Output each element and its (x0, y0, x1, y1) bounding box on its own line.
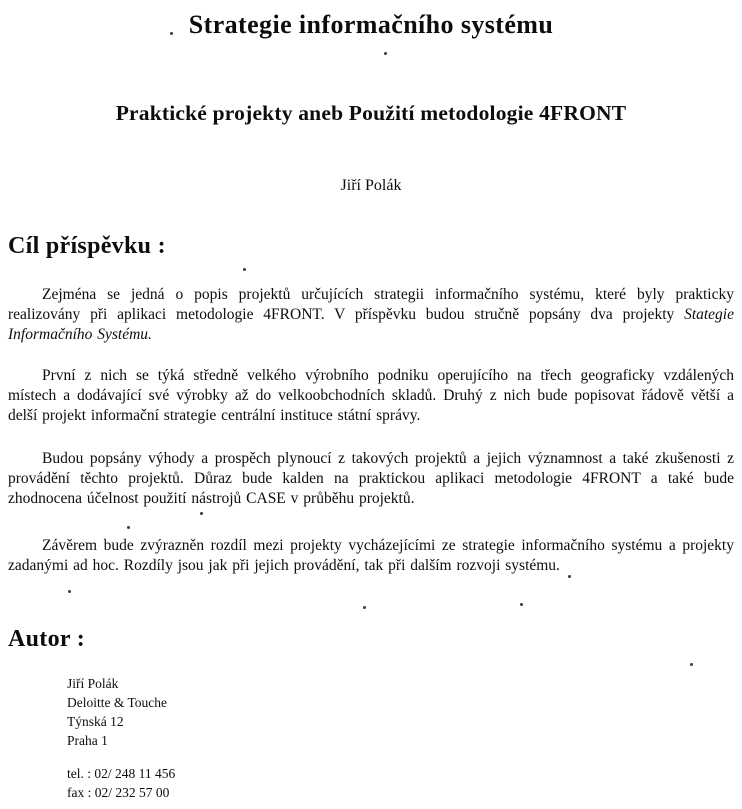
goal-section-heading: Cíl příspěvku : (8, 233, 166, 259)
scan-artifact-dot (127, 526, 130, 529)
goal-paragraph-4: Závěrem bude zvýrazněn rozdíl mezi projekty vycházejícími ze strategie informačního systému a projekty zadanými ad hoc. Rozdíly jsou jak při jejich provádění, tak při dalším rozvoji systému. (8, 537, 734, 574)
scan-artifact-dot (68, 590, 71, 593)
scan-artifact-dot (384, 52, 387, 55)
author-byline: Jiří Polák (340, 177, 402, 194)
contact-city: Praha 1 (67, 733, 108, 748)
goal-paragraph-2: První z nich se týká středně velkého výrobního podniku operujícího na třech geograficky vzdálených místech a dodávající své výrobky až do velkoobchodních skladů. Druhý z nich bude popisovat řádově větší a delší projekt informační strategie centrální instituce státní správy. (8, 367, 734, 424)
contact-fax: fax : 02/ 232 57 00 (67, 785, 170, 800)
scan-artifact-dot (520, 603, 523, 606)
scan-artifact-dot (170, 32, 173, 35)
scan-artifact-dot (243, 268, 246, 271)
author-contact-block (67, 674, 742, 802)
contact-tel: tel. : 02/ 248 11 456 (67, 766, 176, 781)
document-title: Strategie informačního systému (188, 10, 554, 39)
author-section-heading: Autor : (8, 626, 85, 652)
document-subtitle: Praktické projekty aneb Použití metodologie 4FRONT (115, 101, 627, 125)
scan-artifact-dot (363, 606, 366, 609)
contact-street: Týnská 12 (67, 714, 124, 729)
contact-spacer (67, 750, 742, 764)
contact-company: Deloitte & Touche (67, 695, 168, 710)
scan-artifact-dot (200, 512, 203, 515)
goal-paragraph-3: Budou popsány výhody a prospěch plynoucí z takových projektů a jejich významnost a také zkušenosti z provádění těchto projektů. Důraz bude kalden na praktickou aplikaci metodologie 4FRONT a také bude zhodnocena účelnost použití nástrojů CASE v průběhu projektů. (8, 450, 734, 507)
contact-name: Jiří Polák (67, 676, 119, 691)
scan-artifact-dot (568, 575, 571, 578)
goal-paragraph-1-italic-title: Stategie Informačního Systému. (8, 306, 734, 343)
goal-paragraph-1 (8, 285, 734, 345)
goal-paragraph-1-text: Zejména se jedná o popis projektů určujících strategii informačního systému, které byly prakticky realizovány při aplikaci metodologie 4FRONT. V příspěvku budou stručně popsány dva projekty (8, 286, 734, 323)
scan-artifact-dot (690, 663, 693, 666)
